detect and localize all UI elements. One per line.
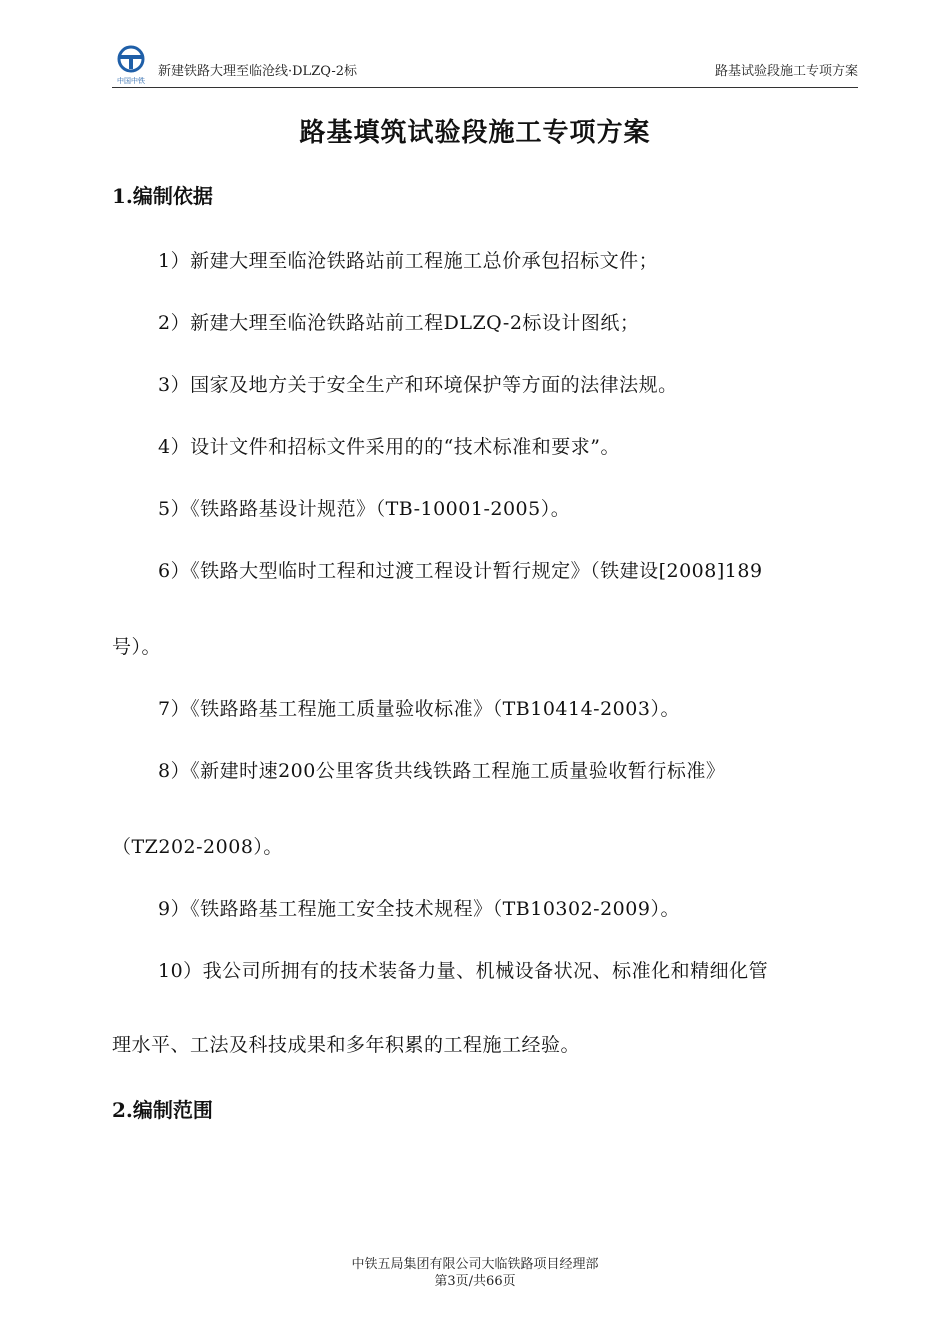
footer-company: 中铁五局集团有限公司大临铁路项目经理部 <box>351 1257 599 1272</box>
document-title: 路基填筑试验段施工专项方案 <box>299 118 651 148</box>
page-header <box>112 44 858 86</box>
list-item: 10）我公司所拥有的技术装备力量、机械设备状况、标准化和精细化管 <box>158 960 769 982</box>
header-divider <box>112 87 858 88</box>
list-item-continuation: （TZ202-2008）。 <box>112 836 283 858</box>
list-item: 3）国家及地方关于安全生产和环境保护等方面的法律法规。 <box>158 374 678 396</box>
svg-text:中国中铁: 中国中铁 <box>117 77 145 85</box>
section-1-heading: 1.编制依据 <box>112 184 213 208</box>
footer-page-number: 第3页/共66页 <box>434 1274 516 1289</box>
header-document-name: 路基试验段施工专项方案 <box>714 64 858 79</box>
list-item: 8）《新建时速200公里客货共线铁路工程施工质量验收暂行标准》 <box>158 760 726 782</box>
list-item: 9）《铁路路基工程施工安全技术规程》（TB10302-2009）。 <box>158 898 680 920</box>
section-2-heading: 2.编制范围 <box>112 1098 213 1122</box>
crec-logo-icon <box>112 44 150 86</box>
list-item: 6）《铁路大型临时工程和过渡工程设计暂行规定》（铁建设[2008]189 <box>158 560 763 582</box>
header-project-name: 新建铁路大理至临沧线·DLZQ-2标 <box>158 64 358 79</box>
list-item: 5）《铁路路基设计规范》（TB-10001-2005）。 <box>158 498 571 520</box>
list-item: 1）新建大理至临沧铁路站前工程施工总价承包招标文件； <box>158 250 659 272</box>
list-item: 4）设计文件和招标文件采用的的“技术标准和要求”。 <box>158 436 621 458</box>
list-item-continuation: 理水平、工法及科技成果和多年积累的工程施工经验。 <box>112 1034 581 1056</box>
list-item: 2）新建大理至临沧铁路站前工程DLZQ-2标设计图纸； <box>158 312 640 334</box>
list-item: 7）《铁路路基工程施工质量验收标准》（TB10414-2003）。 <box>158 698 680 720</box>
list-item-continuation: 号）。 <box>112 636 162 658</box>
